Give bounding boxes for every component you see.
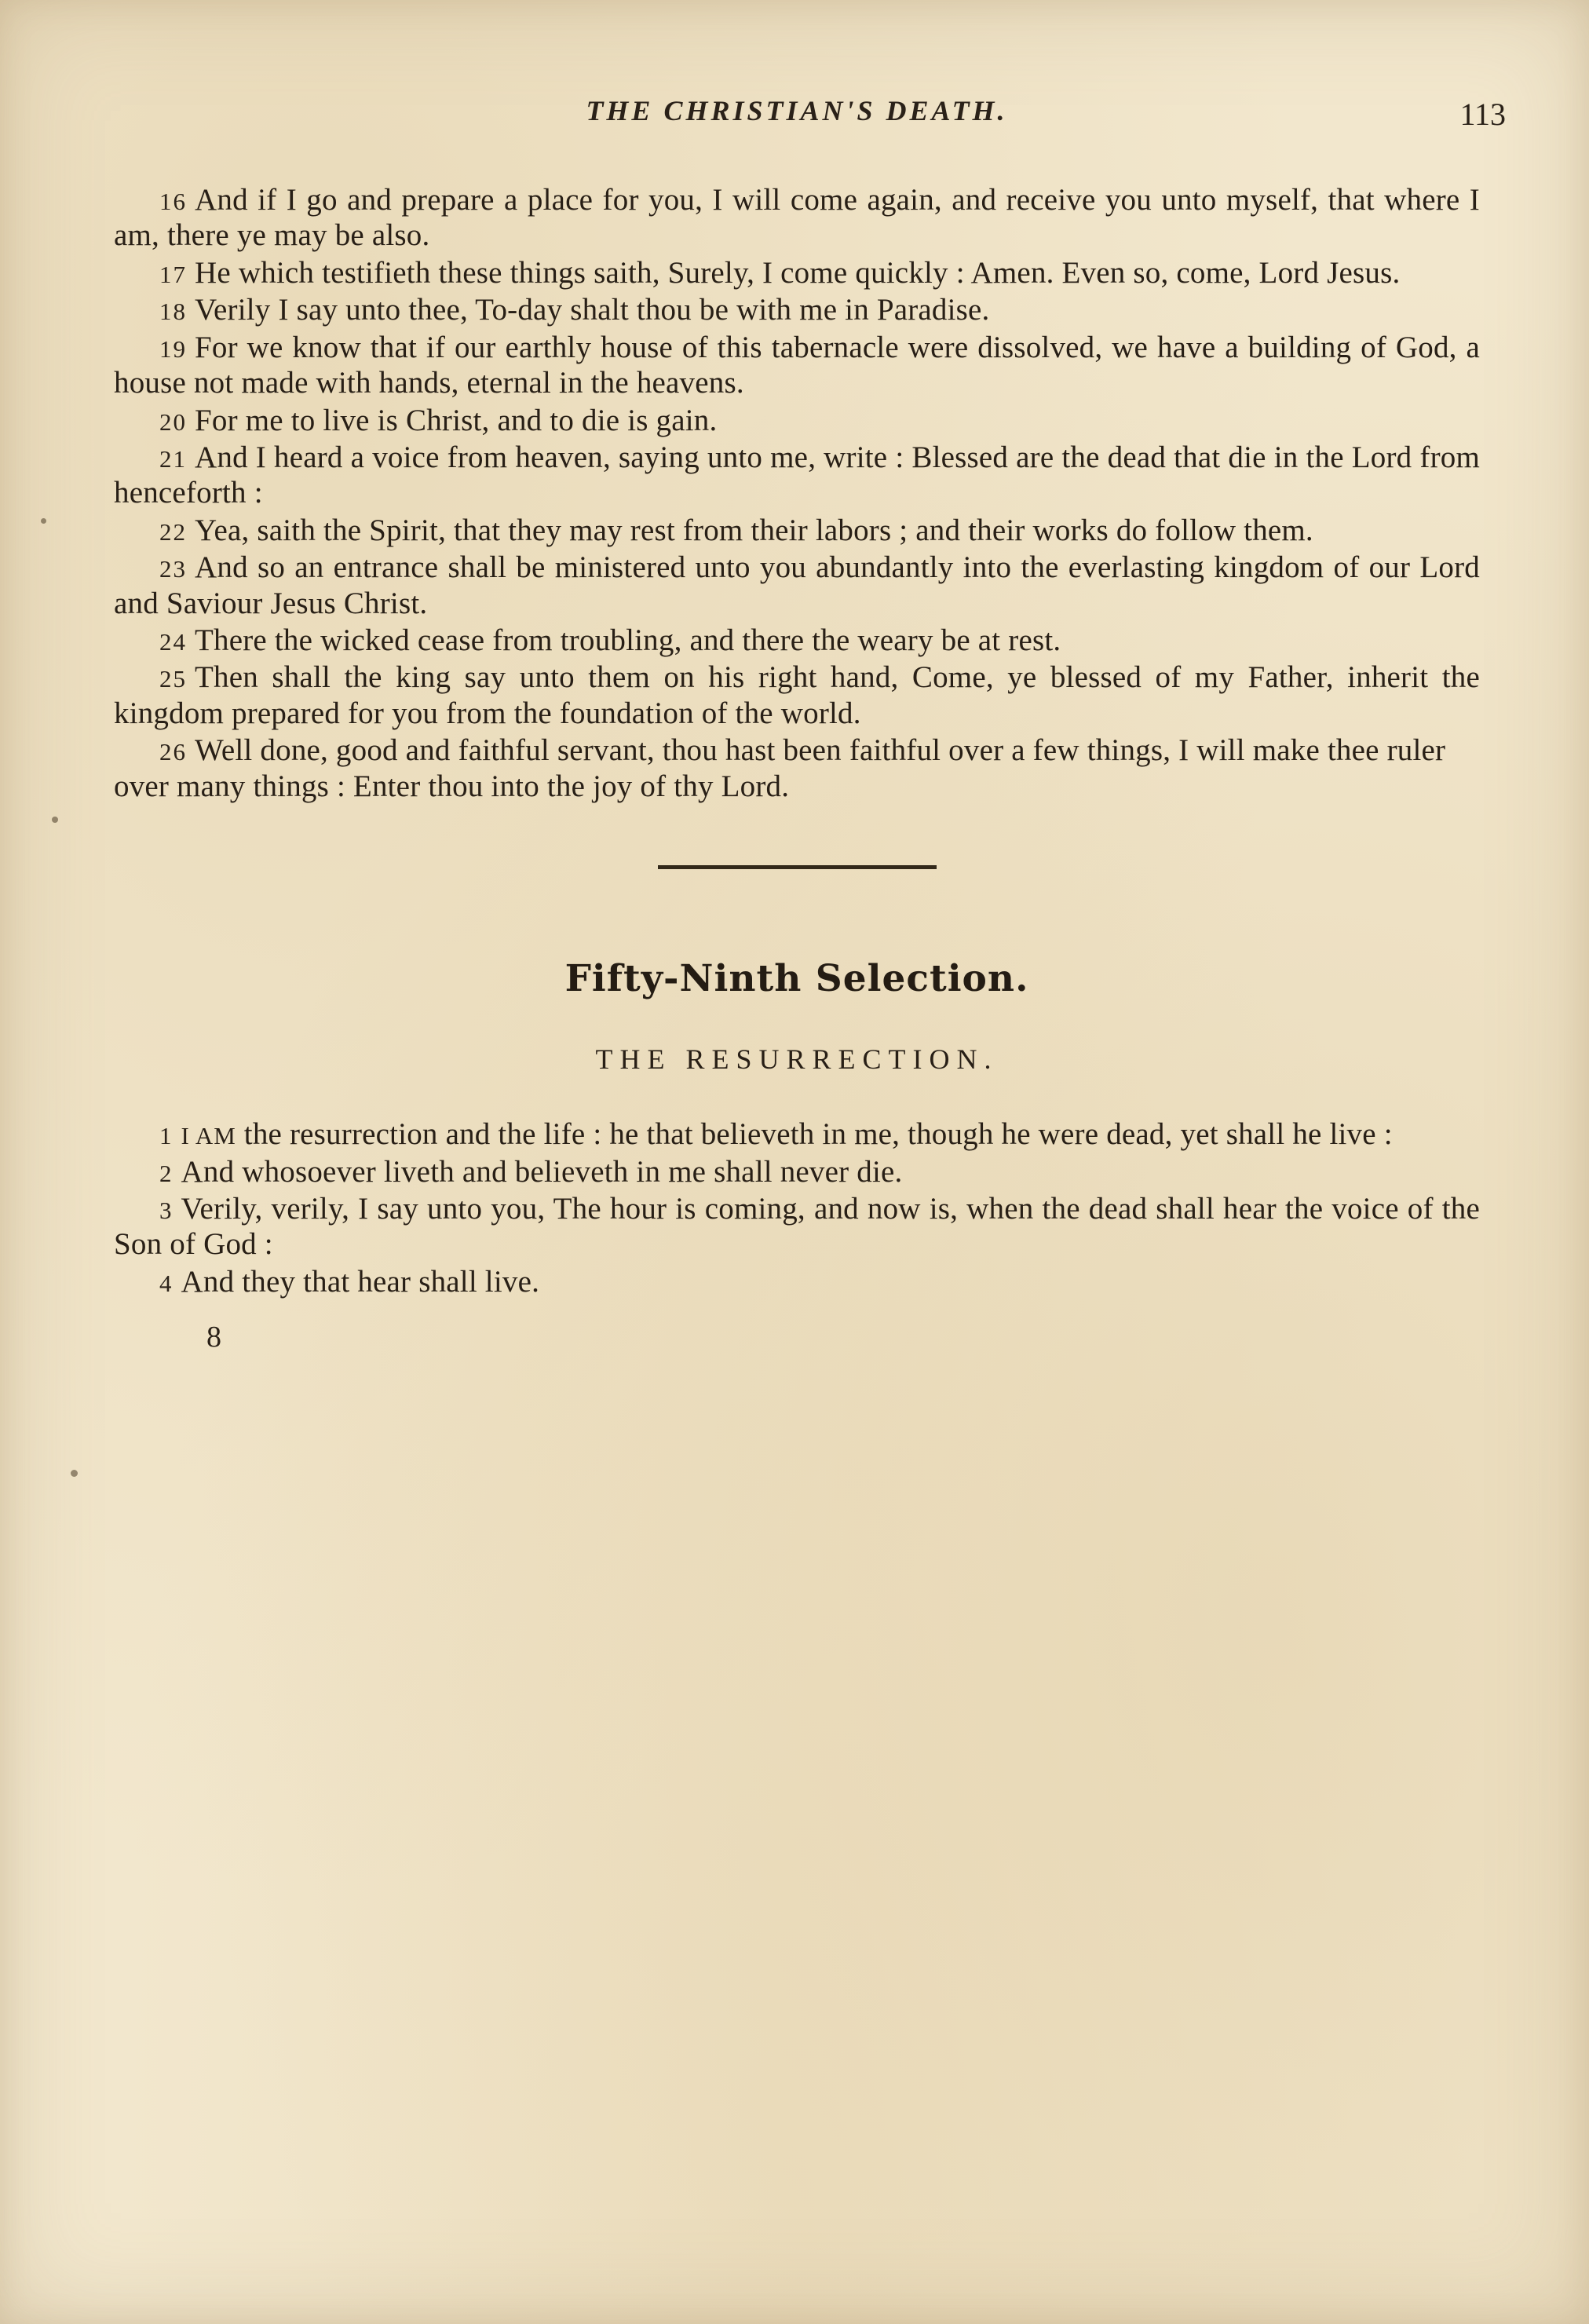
running-header — [79, 94, 1515, 141]
section-title: THE RESURRECTION. — [595, 1043, 999, 1076]
verse-text: Verily I say unto thee, To-day shalt thou be with me in Paradise. — [195, 293, 990, 327]
verse-paragraph — [114, 440, 1480, 511]
verse-text: And whosoever liveth and believeth in me shall never die. — [181, 1154, 903, 1189]
verse-text: There the wicked cease from troubling, and there the weary be at rest. — [195, 623, 1061, 658]
verse-number: 19 — [159, 334, 187, 363]
verse-text: Yea, saith the Spirit, that they may rest from their labors ; and their works do follow them. — [195, 513, 1313, 547]
verse-paragraph — [114, 550, 1480, 621]
page-speck — [41, 518, 46, 524]
verse-number: 24 — [159, 628, 187, 656]
verse-paragraph — [114, 513, 1480, 548]
verse-text: And if I go and prepare a place for you, I will come again, and receive you unto myself, that where I am, there ye may be also. — [114, 183, 1480, 253]
verse-number: 20 — [159, 407, 187, 436]
verse-text: And I heard a voice from heaven, saying unto me, write : Blessed are the dead that die in the Lord from henceforth : — [114, 440, 1480, 510]
verse-number: 25 — [159, 665, 187, 693]
verse-paragraph — [114, 1264, 1480, 1299]
verse-number: 3 — [159, 1197, 174, 1225]
verse-text: And they that hear shall live. — [181, 1264, 540, 1299]
verse-paragraph — [114, 255, 1480, 290]
verse-paragraph — [114, 733, 1480, 804]
verse-paragraph — [114, 1116, 1480, 1152]
verse-number: 1 — [159, 1122, 174, 1150]
verse-text: For we know that if our earthly house of this tabernacle were dissolved, we have a building of God, a house not made with hands, eternal in the heavens. — [114, 330, 1480, 400]
verse-paragraph — [114, 1154, 1480, 1189]
verse-paragraph — [114, 660, 1480, 731]
verse-paragraph — [114, 403, 1480, 438]
verse-paragraph — [114, 330, 1480, 401]
verse-text: For me to live is Christ, and to die is gain. — [195, 403, 718, 437]
verse-block-top — [114, 182, 1480, 804]
verse-paragraph — [114, 292, 1480, 327]
page-speck — [71, 1470, 78, 1477]
verse-number: 26 — [159, 738, 187, 766]
verse-number: 17 — [159, 260, 187, 288]
verse-text: And so an entrance shall be ministered unto you abundantly into the everlasting kingdom of our Lord and Saviour Jesus Christ. — [114, 550, 1480, 620]
verse-number: 16 — [159, 188, 187, 215]
section-divider — [79, 865, 1515, 869]
folio-signature: 8 — [206, 1321, 221, 1354]
verse-text: Verily, verily, I say unto you, The hour is coming, and now is, when the dead shall hear the voice of the Son of God : — [114, 1192, 1480, 1262]
verse-number: 4 — [159, 1269, 174, 1297]
divider-rule — [658, 865, 937, 869]
running-head-title: THE CHRISTIAN'S DEATH. — [586, 95, 1008, 126]
verse-number: 18 — [159, 298, 187, 326]
verse-paragraph — [114, 182, 1480, 254]
verse-text: Well done, good and faithful servant, thou hast been faithful over a few things, I will make thee ruler over many things : Enter thou into the joy of thy Lord. — [114, 733, 1446, 803]
selection-heading: Fifty-Ninth Selection. — [564, 957, 1029, 1001]
verse-number: 23 — [159, 555, 187, 583]
page-speck — [52, 817, 58, 823]
page-number: 113 — [1459, 97, 1506, 132]
verse-number: 2 — [159, 1159, 174, 1187]
verse-lead-smallcaps: I AM — [181, 1122, 236, 1150]
verse-text: He which testifieth these things saith, Surely, I come quickly : Amen. Even so, come, Lord Jesus. — [195, 255, 1401, 290]
verse-block-bottom — [114, 1116, 1480, 1354]
verse-number: 21 — [159, 444, 187, 473]
verse-paragraph — [114, 1191, 1480, 1262]
verse-number: 22 — [159, 517, 187, 546]
verse-paragraph — [114, 623, 1480, 658]
verse-text: the resurrection and the life : he that believeth in me, though he were dead, yet shall he live : — [243, 1117, 1393, 1152]
page-content — [79, 94, 1515, 1354]
verse-text: Then shall the king say unto them on his right hand, Come, ye blessed of my Father, inherit the kingdom prepared for you from the foundation of the world. — [114, 660, 1480, 730]
